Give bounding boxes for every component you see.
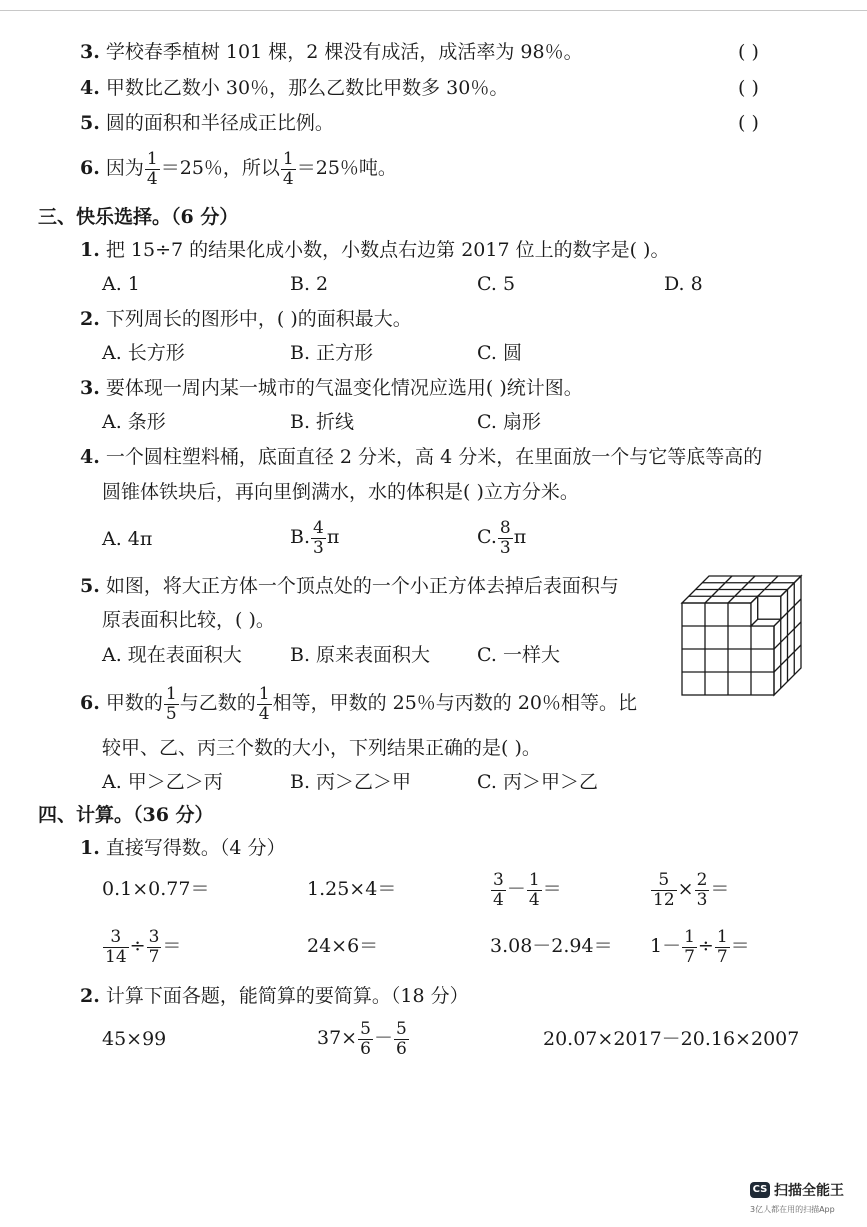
option-a[interactable]: A. 甲＞乙＞丙 <box>102 771 223 793</box>
option-b[interactable]: B. 折线 <box>290 411 355 433</box>
answer-paren[interactable]: ( ) <box>738 41 759 63</box>
fraction <box>695 871 710 910</box>
text-seg: 因为 <box>105 157 144 179</box>
judge-item-3 <box>80 40 583 64</box>
question-text: 一个圆柱塑料桶，底面直径 2 分米，高 4 分米，在里面放一个与它等底等高的 <box>105 446 763 468</box>
denominator: 4 <box>258 703 270 724</box>
section-title: 三、快乐选择。（6 分） <box>38 206 239 228</box>
cs-logo-icon: CS <box>750 1182 770 1198</box>
option-c[interactable] <box>477 515 526 559</box>
judge-item-4 <box>80 76 508 100</box>
numerator: 3 <box>148 926 160 947</box>
calc-1b: 1.25×4＝ <box>307 878 397 900</box>
option-c[interactable]: C. 圆 <box>477 342 522 364</box>
pi-symbol: π <box>513 526 527 548</box>
calc-1d <box>650 867 729 911</box>
fraction <box>164 685 179 724</box>
calc-2c: 3.08－2.94＝ <box>490 935 613 957</box>
denominator: 3 <box>499 537 511 558</box>
denominator: 4 <box>146 168 158 189</box>
option-b[interactable]: B. 2 <box>290 273 329 295</box>
text-seg: 37× <box>317 1027 358 1049</box>
calc-2a <box>102 924 181 968</box>
option-c[interactable]: C. 一样大 <box>477 644 560 666</box>
numerator: 5 <box>395 1018 407 1039</box>
fraction <box>651 871 677 910</box>
numerator: 1 <box>684 926 695 947</box>
numerator: 5 <box>651 871 677 891</box>
numerator: 3 <box>493 869 504 890</box>
question-text: 要体现一周内某一城市的气温变化情况应选用( )统计图。 <box>105 377 583 399</box>
cube-figure <box>678 572 808 702</box>
q2 <box>80 307 412 331</box>
judge-item-5 <box>80 111 334 135</box>
denominator: 3 <box>696 889 708 910</box>
denominator: 12 <box>653 889 675 910</box>
item-text: 学校春季植树 101 棵，2 棵没有成活，成活率为 98％。 <box>105 41 583 63</box>
item-text: 圆的面积和半径成正比例。 <box>105 112 334 134</box>
answer-paren[interactable]: ( ) <box>738 112 759 134</box>
denominator: 4 <box>282 168 294 189</box>
numerator: 4 <box>313 517 324 538</box>
item-number: 5. <box>80 112 100 134</box>
numerator: 1 <box>146 148 158 169</box>
equals: ＝ <box>162 935 182 957</box>
question-text: 把 15÷7 的结果化成小数，小数点右边第 2017 位上的数字是( )。 <box>105 239 670 261</box>
numerator: 1 <box>528 869 540 890</box>
calc-3a: 45×99 <box>102 1028 167 1050</box>
q4 <box>80 445 762 469</box>
text-seg: 相等，甲数的 25％与丙数的 20％相等。比 <box>272 692 638 714</box>
answer-paren[interactable]: ( ) <box>738 77 759 99</box>
item-number: 3. <box>80 41 100 63</box>
option-d[interactable]: D. 8 <box>664 273 703 295</box>
question-text-line2: 较甲、乙、丙三个数的大小，下列结果正确的是( )。 <box>102 737 541 759</box>
fraction <box>715 928 730 967</box>
item-number: 4. <box>80 77 100 99</box>
denominator: 6 <box>360 1038 371 1059</box>
calc-3c: 20.07×2017－20.16×2007 <box>543 1028 800 1050</box>
denominator: 3 <box>313 537 324 558</box>
fraction <box>527 871 542 910</box>
numerator: 1 <box>282 148 294 169</box>
option-label: C. <box>477 526 497 548</box>
question-text: 如图，将大正方体一个顶点处的一个小正方体去掉后表面积与 <box>105 575 619 597</box>
equals: ＝ <box>542 878 562 900</box>
option-c[interactable]: C. 5 <box>477 273 516 295</box>
denominator: 14 <box>105 946 127 967</box>
fraction <box>394 1020 409 1059</box>
item-number: 2. <box>80 308 100 330</box>
denominator: 4 <box>528 889 540 910</box>
denominator: 4 <box>493 889 504 910</box>
fraction <box>103 928 129 967</box>
option-a[interactable]: A. 1 <box>102 273 140 295</box>
fraction <box>498 519 513 558</box>
operator: － <box>373 1027 393 1049</box>
watermark-tagline: 3亿人都在用的扫描App <box>750 1205 835 1214</box>
option-a[interactable]: A. 条形 <box>102 411 166 433</box>
item-number: 1. <box>80 837 100 859</box>
numerator: 1 <box>258 683 270 704</box>
numerator: 3 <box>103 928 129 948</box>
sub-question-1 <box>80 836 286 860</box>
numerator: 5 <box>360 1018 371 1039</box>
item-number: 5. <box>80 575 100 597</box>
calc-1a: 0.1×0.77＝ <box>102 878 210 900</box>
fraction <box>491 871 506 910</box>
denominator: 7 <box>716 946 728 967</box>
question-text-line2: 原表面积比较，( )。 <box>102 609 275 631</box>
question-text-line2: 圆锥体铁块后，再向里倒满水，水的体积是( )立方分米。 <box>102 481 579 503</box>
item-text: 甲数比乙数小 30％，那么乙数比甲数多 30％。 <box>105 77 509 99</box>
item-number: 1. <box>80 239 100 261</box>
calc-2d <box>650 924 750 968</box>
question-text: 计算下面各题，能简算的要简算。（18 分） <box>105 985 469 1007</box>
fraction <box>682 928 697 967</box>
numerator: 1 <box>716 926 728 947</box>
option-b[interactable]: B. 正方形 <box>290 342 374 364</box>
calc-2b: 24×6＝ <box>307 935 379 957</box>
top-rule <box>0 10 867 11</box>
item-number: 6. <box>80 157 100 179</box>
option-a[interactable]: A. 长方形 <box>102 342 185 364</box>
denominator: 6 <box>395 1038 407 1059</box>
text-seg: 与乙数的 <box>179 692 256 714</box>
denominator: 7 <box>684 946 695 967</box>
option-a[interactable]: A. 现在表面积大 <box>102 644 242 666</box>
sub-question-2 <box>80 984 469 1008</box>
question-text: 下列周长的图形中，( )的面积最大。 <box>105 308 412 330</box>
fraction <box>311 519 326 558</box>
option-b[interactable]: B. 丙＞乙＞甲 <box>290 771 412 793</box>
scanner-watermark <box>750 1180 844 1200</box>
calc-3b <box>317 1016 410 1060</box>
option-label: B. <box>290 526 311 548</box>
judge-item-6 <box>80 148 397 189</box>
text-seg: 1－ <box>650 935 682 957</box>
text-seg: 甲数的 <box>105 692 163 714</box>
denominator: 5 <box>165 703 177 724</box>
text-seg: ＝25％吨。 <box>296 157 397 179</box>
option-c[interactable]: C. 扇形 <box>477 411 541 433</box>
fraction <box>257 685 272 724</box>
equals: ＝ <box>710 878 730 900</box>
operator: － <box>506 878 526 900</box>
fraction <box>358 1020 373 1059</box>
calc-1c <box>490 867 562 911</box>
numerator: 8 <box>499 517 511 538</box>
numerator: 1 <box>165 683 177 704</box>
item-number: 3. <box>80 377 100 399</box>
fraction <box>281 150 296 189</box>
item-number: 6. <box>80 692 100 714</box>
option-b[interactable] <box>290 515 339 559</box>
q6 <box>80 683 637 724</box>
q5 <box>80 574 619 598</box>
q3 <box>80 376 583 400</box>
fraction <box>145 150 160 189</box>
fraction <box>147 928 162 967</box>
watermark-name: 扫描全能王 <box>774 1183 844 1199</box>
numerator: 2 <box>696 869 708 890</box>
operator: × <box>677 878 694 900</box>
q1 <box>80 238 669 262</box>
question-text: 直接写得数。（4 分） <box>105 837 286 859</box>
option-c[interactable]: C. 丙＞甲＞乙 <box>477 771 598 793</box>
equals: ＝ <box>730 935 750 957</box>
operator: ÷ <box>129 935 146 957</box>
section-title: 四、计算。（36 分） <box>38 804 214 826</box>
option-a[interactable]: A. 4π <box>102 528 153 550</box>
operator: ÷ <box>697 935 714 957</box>
denominator: 7 <box>148 946 160 967</box>
item-number: 2. <box>80 985 100 1007</box>
pi-symbol: π <box>326 526 340 548</box>
item-number: 4. <box>80 446 100 468</box>
option-b[interactable]: B. 原来表面积大 <box>290 644 431 666</box>
text-seg: ＝25％，所以 <box>160 157 280 179</box>
